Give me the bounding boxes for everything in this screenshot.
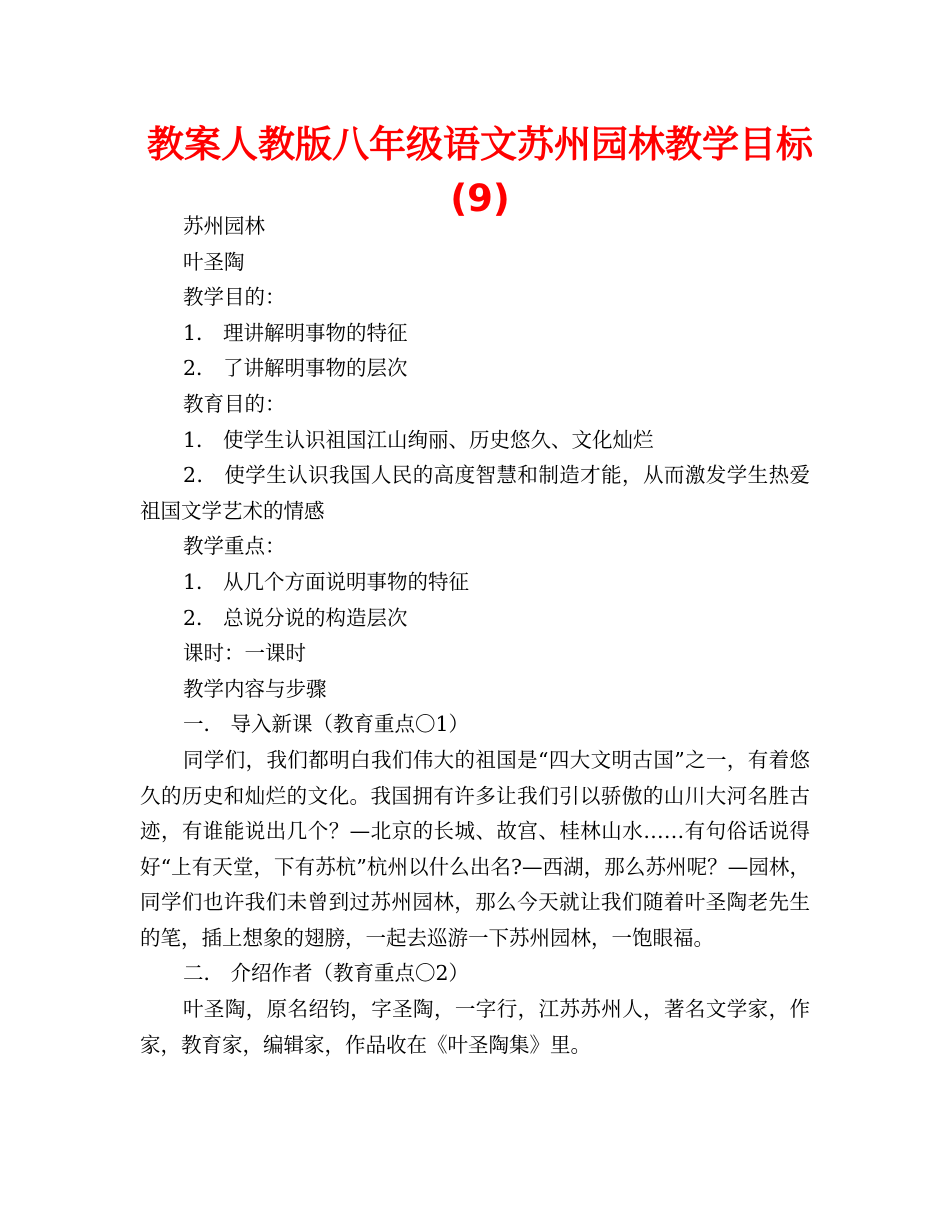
key-point-2: 2． 总说分说的构造层次 [183,605,408,630]
step-1-paragraph: 同学们，我们都明白我们伟大的祖国是“四大文明古国”之一，有着悠久的历史和灿烂的文化。我国拥有许多让我们引以骄傲的山川大河名胜古迹，有谁能说出几个？—北京的长城、故宫、桂林山水……有句俗话说得好“上有天堂，下有苏杭”杭州以什么出名?—西湖，那么苏州呢？—园林，同学们也许我们未曾到过苏州园林，那么今天就让我们随着叶圣陶老先生的笔，插上想象的翅膀，一起去巡游一下苏州园林，一饱眼福。 [140,747,810,950]
heading-content-steps: 教学内容与步骤 [183,676,327,701]
class-hours: 课时：一课时 [183,641,306,666]
education-goal-1: 1． 使学生认识祖国江山绚丽、历史悠久、文化灿烂 [183,427,654,452]
step-2-paragraph: 叶圣陶，原名绍钧，字圣陶，一字行，江苏苏州人，著名文学家，作家，教育家，编辑家，作品收在《叶圣陶集》里。 [140,997,810,1057]
step-1-heading: 一． 导入新课（教育重点〇1） [183,712,470,737]
heading-key-points: 教学重点： [183,534,286,559]
education-goal-2: 2． 使学生认识我国人民的高度智慧和制造才能，从而激发学生热爱祖国文学艺术的情感 [140,463,810,523]
heading-teaching-goals: 教学目的： [183,285,286,310]
step-2-heading: 二． 介绍作者（教育重点〇2） [183,961,470,986]
text-author: 叶圣陶 [183,249,245,274]
teaching-goal-2: 2． 了讲解明事物的层次 [183,356,408,381]
text-title-suzhou-gardens: 苏州园林 [183,214,265,238]
document-body [140,209,810,1063]
teaching-goal-1: 1． 理讲解明事物的特征 [183,320,408,345]
heading-education-goals: 教育目的： [183,391,286,416]
document-title: 教案人教版八年级语文苏州园林教学目标(9) [147,123,813,220]
key-point-1: 1． 从几个方面说明事物的特征 [183,569,470,594]
